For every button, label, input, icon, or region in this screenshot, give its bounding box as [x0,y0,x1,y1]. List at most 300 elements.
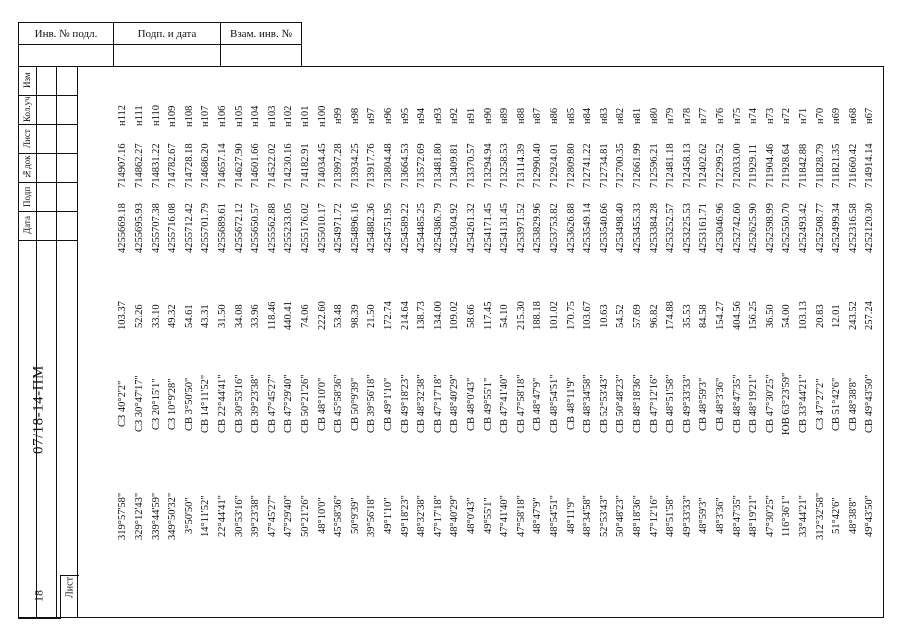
point-name-cell: н68 [847,107,859,125]
coord-x-cell: 714907.16 [117,143,129,189]
distance-cell: 214.64 [399,301,411,331]
distance-cell: 58.66 [465,304,477,328]
coord-x-cell: 714782.67 [166,143,178,189]
distance-cell: 174.88 [664,301,676,331]
coord-x-cell: 712734.81 [598,143,610,189]
distance-cell: 54.61 [183,304,195,328]
point-name-cell: н91 [465,107,477,125]
point-name-cell: н74 [747,107,759,125]
azimuth-cell: 48°54'51" [548,495,560,537]
coordinates-table [88,96,878,616]
rhumb-cell: СВ 47°41'40" [498,374,510,434]
point-name-cell: н84 [581,107,593,125]
azimuth-cell: 47°17'18" [432,495,444,537]
coord-y-cell: 4254751.95 [382,203,394,253]
coord-x-cell: 712299.52 [714,143,726,189]
point-name-cell: н112 [117,105,129,127]
table-row [795,96,812,616]
rhumb-cell: СВ 48°34'58" [581,374,593,434]
coord-y-cell: 4254171.45 [482,203,494,253]
coord-y-cell: 4255707.38 [150,203,162,253]
coord-y-cell: 4254485.25 [415,203,427,253]
stamp-label: Дата [22,216,32,235]
azimuth-cell: 312°32'58" [814,492,826,540]
coord-y-cell: 4253498.40 [615,203,627,253]
coord-y-cell: 4253540.66 [598,203,610,253]
table-row [712,96,729,616]
rhumb-cell: СВ 48°19'21" [747,374,759,434]
point-name-cell: н82 [615,107,627,125]
coord-x-cell: 713804.48 [382,143,394,189]
azimuth-cell: 22°44'41" [216,495,228,537]
point-name-cell: н70 [814,107,826,125]
point-name-cell: н87 [532,107,544,125]
stamp-label: №док [22,155,32,180]
azimuth-cell: 45°58'36" [332,495,344,537]
rhumb-cell: СВ 49°1'10" [382,377,394,431]
coord-x-cell: 712809.80 [565,143,577,189]
azimuth-cell: 329°12'43" [133,492,145,540]
point-name-cell: н88 [515,107,527,125]
coord-y-cell: 4255176.02 [299,203,311,253]
distance-cell: 404.56 [731,301,743,331]
point-name-cell: н83 [598,107,610,125]
azimuth-cell: 48°47'9" [532,497,544,535]
point-name-cell: н111 [133,105,145,127]
point-name-cell: н76 [714,107,726,125]
coord-x-cell: 711821.35 [830,143,842,189]
rhumb-cell: СВ 22°44'41" [216,374,228,434]
point-name-cell: н98 [349,107,361,125]
coord-y-cell: 4254589.22 [399,203,411,253]
point-name-cell: н96 [382,107,394,125]
point-name-cell: н108 [183,105,195,127]
table-row [148,96,165,616]
table-row [563,96,580,616]
distance-cell: 43.31 [200,304,212,328]
rhumb-cell: СВ 49°55'1" [482,377,494,431]
table-row [181,96,198,616]
distance-cell: 10.63 [598,304,610,328]
point-name-cell: н78 [681,107,693,125]
coord-x-cell: 712402.62 [698,143,710,189]
rhumb-cell: ЮВ 63°23'59" [781,372,793,436]
point-name-cell: н90 [482,107,494,125]
table-row [297,96,314,616]
coord-y-cell: 4252120.30 [864,203,876,253]
rhumb-cell: СВ 47°17'18" [432,374,444,434]
rhumb-cell: СЗ 10°9'28" [166,378,178,430]
azimuth-cell: 47°12'16" [648,495,660,537]
point-name-cell: н103 [266,105,278,127]
distance-cell: 31.50 [216,304,228,328]
azimuth-cell: 48°11'9" [565,497,577,535]
table-row [812,96,829,616]
azimuth-cell: 47°29'40" [283,495,295,537]
azimuth-cell: 49°33'33" [681,495,693,537]
azimuth-cell: 339°44'59" [150,492,162,540]
azimuth-cell: 48°32'38" [415,495,427,537]
table-row [347,96,364,616]
table-row [231,96,248,616]
point-name-cell: н85 [565,107,577,125]
distance-cell: 33.96 [249,304,261,328]
table-row [314,96,331,616]
rhumb-cell: СВ 48°18'36" [631,374,643,434]
coord-x-cell: 713664.53 [399,143,411,189]
distance-cell: 57.69 [631,304,643,328]
point-name-cell: н107 [200,105,212,127]
azimuth-cell: 52°53'43" [598,495,610,537]
coord-x-cell: 712033.00 [731,143,743,189]
point-name-cell: н69 [830,107,842,125]
rhumb-cell: СВ 47°30'25" [764,374,776,434]
coord-x-cell: 711904.46 [764,143,776,189]
point-name-cell: н67 [864,107,876,125]
distance-cell: 98.39 [349,304,361,328]
table-row [131,96,148,616]
azimuth-cell: 47°45'27" [266,495,278,537]
azimuth-cell: 47°30'25" [764,495,776,537]
distance-cell: 33.10 [150,304,162,328]
point-name-cell: н102 [283,105,295,127]
rhumb-cell: СВ 3°50'50" [183,377,195,431]
table-row [264,96,281,616]
table-row [380,96,397,616]
azimuth-cell: 48°59'3" [698,497,710,535]
coord-y-cell: 4254131.45 [498,203,510,253]
coord-x-cell: 712596.21 [648,143,660,189]
stamp-label: Изм [22,72,32,89]
distance-cell: 103.13 [797,301,809,331]
rhumb-cell: СЗ 30°47'17" [133,375,145,433]
coord-x-cell: 711929.11 [747,144,759,188]
distance-cell: 188.18 [532,301,544,331]
point-name-cell: н97 [366,107,378,125]
distance-cell: 170.75 [565,301,577,331]
point-name-cell: н72 [781,107,793,125]
table-row [397,96,414,616]
sheet-number: 18 [18,575,60,619]
azimuth-cell: 39°56'18" [366,495,378,537]
distance-cell: 96.82 [648,304,660,328]
azimuth-cell: 33°44'21" [797,495,809,537]
coord-y-cell: 4255712.42 [183,203,195,253]
coord-y-cell: 4253455.33 [631,203,643,253]
distance-cell: 172.74 [382,301,394,331]
sheet-label: Лист [64,577,76,599]
rhumb-cell: СВ 47°58'18" [515,374,527,434]
distance-cell: 103.37 [117,301,129,331]
coord-y-cell: 4252625.90 [747,203,759,253]
azimuth-cell: 116°36'1" [781,495,793,537]
table-row [662,96,679,616]
coord-y-cell: 4254971.72 [332,203,344,253]
azimuth-cell: 50°9'39" [349,497,361,535]
table-row [480,96,497,616]
azimuth-cell: 3°50'50" [183,497,195,535]
coord-y-cell: 4253626.88 [565,203,577,253]
table-row [579,96,596,616]
distance-cell: 440.41 [283,301,295,331]
stamp-row-divider [18,240,78,241]
coord-y-cell: 4255689.61 [216,203,228,253]
coord-x-cell: 713409.81 [449,143,461,189]
azimuth-cell: 48°34'58" [581,495,593,537]
table-row [280,96,297,616]
point-name-cell: н99 [332,107,344,125]
table-row [164,96,181,616]
rhumb-cell: СВ 51°42'6" [830,377,842,431]
distance-cell: 117.45 [482,301,494,331]
table-row [861,96,878,616]
point-name-cell: н80 [648,107,660,125]
coord-y-cell: 4252316.58 [847,203,859,253]
coord-y-cell: 4255716.08 [166,203,178,253]
table-row [114,96,131,616]
distance-cell: 21.50 [366,304,378,328]
rhumb-cell: СЗ 47°27'2" [814,378,826,430]
azimuth-cell: 50°48'23" [615,495,627,537]
coord-x-cell: 713370.57 [465,143,477,189]
distance-cell: 222.60 [316,301,328,331]
distance-cell: 156.25 [747,301,759,331]
point-name-cell: н101 [299,105,311,127]
coord-y-cell: 4252499.34 [830,203,842,253]
table-row [546,96,563,616]
rhumb-cell: СВ 49°18'23" [399,374,411,434]
table-row [828,96,845,616]
distance-cell: 215.30 [515,301,527,331]
coord-x-cell: 713294.94 [482,143,494,189]
signature-date-value [114,45,221,67]
coord-y-cell: 4253225.53 [681,203,693,253]
distance-cell: 54.10 [498,304,510,328]
point-name-cell: н104 [249,105,261,127]
coord-x-cell: 713934.25 [349,143,361,189]
azimuth-cell: 51°42'6" [830,497,842,535]
stamp-label: Кол.уч [22,96,32,123]
coord-x-cell: 713114.39 [515,143,527,189]
rhumb-cell: СВ 48°10'0" [316,377,328,431]
table-row [762,96,779,616]
coord-x-cell: 711842.88 [797,143,809,189]
coord-x-cell: 714230.16 [283,143,295,189]
azimuth-cell: 49°1'10" [382,497,394,535]
coord-y-cell: 4255010.17 [316,203,328,253]
coord-x-cell: 711660.42 [847,143,859,189]
coord-y-cell: 4253829.96 [532,203,544,253]
rhumb-cell: СЗ 20°15'1" [150,378,162,430]
coord-y-cell: 4253753.82 [548,203,560,253]
coord-y-cell: 4252742.60 [731,203,743,253]
table-row [413,96,430,616]
coord-y-cell: 4252598.99 [764,203,776,253]
distance-cell: 54.52 [615,304,627,328]
coord-y-cell: 4253252.57 [664,203,676,253]
rhumb-cell: СВ 47°29'40" [283,374,295,434]
coord-y-cell: 4253549.14 [581,203,593,253]
coord-x-cell: 714034.45 [316,143,328,189]
azimuth-cell: 48°19'21" [747,495,759,537]
coord-x-cell: 712481.18 [664,143,676,189]
coord-x-cell: 714657.14 [216,143,228,189]
azimuth-cell: 47°58'18" [515,495,527,537]
azimuth-cell: 48°38'8" [847,497,859,535]
distance-cell: 52.26 [133,304,145,328]
distance-cell: 36.50 [764,304,776,328]
coord-x-cell: 714686.20 [200,143,212,189]
table-row [463,96,480,616]
rhumb-cell: СВ 48°59'3" [698,377,710,431]
distance-cell: 74.06 [299,304,311,328]
table-row [612,96,629,616]
distance-cell: 101.02 [548,301,560,331]
point-name-cell: н86 [548,107,560,125]
coord-x-cell: 714862.27 [133,143,145,189]
azimuth-cell: 49°43'50" [864,495,876,537]
coord-y-cell: 4254386.79 [432,203,444,253]
point-name-cell: н93 [432,107,444,125]
coord-y-cell: 4255695.93 [133,203,145,253]
azimuth-cell: 30°53'16" [233,495,245,537]
rhumb-cell: СВ 14°11'52" [200,374,212,434]
rhumb-cell: СВ 39°23'38" [249,374,261,434]
azimuth-cell: 50°21'26" [299,495,311,537]
rhumb-cell: СВ 39°56'18" [366,374,378,434]
coord-x-cell: 714914.14 [864,143,876,189]
table-row [330,96,347,616]
table-row [729,96,746,616]
rhumb-cell: СВ 50°9'39" [349,377,361,431]
point-name-cell: н79 [664,107,676,125]
azimuth-cell: 14°11'52" [200,495,212,537]
point-name-cell: н95 [399,107,411,125]
rhumb-cell: СВ 48°54'51" [548,374,560,434]
point-name-cell: н100 [316,105,328,127]
distance-cell: 49.32 [166,304,178,328]
azimuth-cell: 48°3'36" [714,497,726,535]
coord-y-cell: 4253161.71 [698,203,710,253]
rhumb-cell: СВ 33°44'21" [797,374,809,434]
coord-x-cell: 714627.90 [233,143,245,189]
table-row [596,96,613,616]
point-name-cell: н77 [698,107,710,125]
rhumb-cell: СВ 48°11'9" [565,377,577,431]
rhumb-cell: СВ 49°43'50" [864,374,876,434]
point-name-cell: н92 [449,107,461,125]
rhumb-cell: СВ 48°3'36" [714,377,726,431]
rhumb-cell: СВ 48°40'29" [449,374,461,434]
point-name-cell: н110 [150,105,162,127]
azimuth-cell: 49°18'23" [399,495,411,537]
coord-x-cell: 714182.91 [299,143,311,189]
coord-y-cell: 4253384.28 [648,203,660,253]
rhumb-cell: СВ 48°47'35" [731,374,743,434]
table-row [247,96,264,616]
distance-cell: 243.52 [847,301,859,331]
point-name-cell: н71 [797,107,809,125]
coord-y-cell: 4255701.79 [200,203,212,253]
replaced-inv-value [221,45,301,67]
azimuth-cell: 47°41'40" [498,495,510,537]
rhumb-cell: СЗ 40°2'2" [117,380,129,428]
signature-date-header: Подп. и дата [114,23,221,45]
coord-x-cell: 714601.66 [249,143,261,189]
table-row [695,96,712,616]
rhumb-cell: СВ 47°45'27" [266,374,278,434]
rhumb-cell: СВ 47°12'16" [648,374,660,434]
coord-x-cell: 711928.64 [781,143,793,189]
inv-number-value [19,45,114,67]
rhumb-cell: СВ 30°53'16" [233,374,245,434]
coord-y-cell: 4254882.36 [366,203,378,253]
table-row [430,96,447,616]
distance-cell: 53.48 [332,304,344,328]
coord-x-cell: 712990.40 [532,143,544,189]
distance-cell: 257.24 [864,301,876,331]
point-name-cell: н81 [631,107,643,125]
point-name-cell: н94 [415,107,427,125]
distance-cell: 138.73 [415,301,427,331]
coord-x-cell: 713481.80 [432,143,444,189]
rhumb-cell: СВ 48°51'58" [664,374,676,434]
distance-cell: 103.67 [581,301,593,331]
stamp-label: Подп [22,186,32,207]
distance-cell: 54.00 [781,304,793,328]
azimuth-cell: 49°55'1" [482,497,494,535]
distance-cell: 118.46 [266,301,278,331]
rhumb-cell: СВ 50°21'26" [299,374,311,434]
table-row [529,96,546,616]
distance-cell: 12.01 [830,304,842,328]
point-name-cell: н105 [233,105,245,127]
coord-x-cell: 712924.01 [548,143,560,189]
table-row [496,96,513,616]
table-row [197,96,214,616]
coord-y-cell: 4255233.05 [283,203,295,253]
coord-x-cell: 713258.53 [498,143,510,189]
coord-x-cell: 714728.18 [183,143,195,189]
coord-x-cell: 713917.76 [366,143,378,189]
table-row [513,96,530,616]
coord-x-cell: 712458.13 [681,143,693,189]
azimuth-cell: 48°10'0" [316,497,328,535]
coord-y-cell: 4255669.18 [117,203,129,253]
coord-y-cell: 4253046.96 [714,203,726,253]
coord-y-cell: 4255562.88 [266,203,278,253]
point-name-cell: н73 [764,107,776,125]
table-row [214,96,231,616]
coord-y-cell: 4254896.16 [349,203,361,253]
document-code: 07/18-14-ПМ [30,365,47,455]
rhumb-cell: СВ 52°53'43" [598,374,610,434]
point-name-cell: н75 [731,107,743,125]
table-row [745,96,762,616]
rhumb-cell: СВ 48°38'8" [847,377,859,431]
stamp-label: Лист [22,129,32,148]
coord-y-cell: 4255672.12 [233,203,245,253]
distance-cell: 84.58 [698,304,710,328]
table-row [845,96,862,616]
azimuth-cell: 48°18'36" [631,495,643,537]
azimuth-cell: 48°40'29" [449,495,461,537]
table-row [646,96,663,616]
distance-cell: 34.08 [233,304,245,328]
distance-cell: 154.27 [714,301,726,331]
point-name-cell: н106 [216,105,228,127]
coord-y-cell: 4255650.57 [249,203,261,253]
